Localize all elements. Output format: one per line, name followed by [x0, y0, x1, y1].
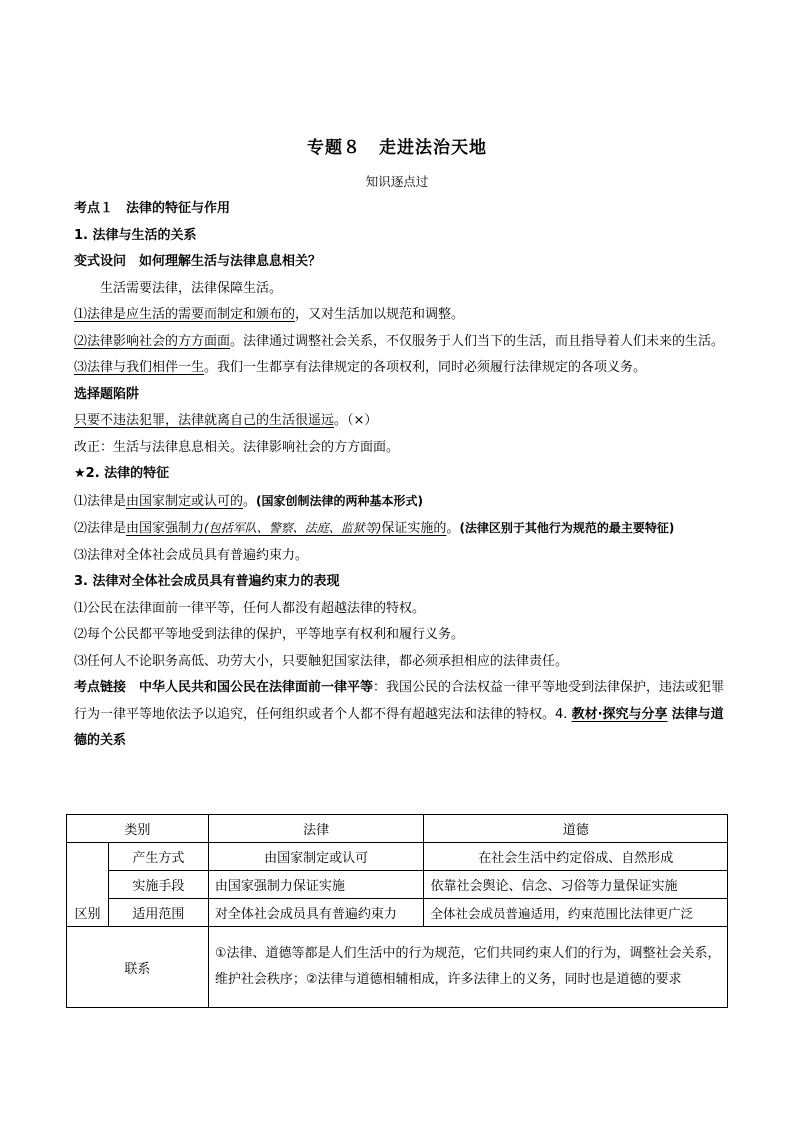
table-row-moral: 依靠社会舆论、信念、习俗等力量保证实施 — [424, 871, 728, 899]
variant-question-line — [74, 249, 730, 276]
table-row-name: 实施手段 — [108, 871, 208, 899]
section1-point3 — [74, 355, 730, 382]
page-subtitle: 知识逐点过 — [365, 174, 429, 189]
section2-point2 — [74, 515, 730, 543]
section2-point2-key1: 由国家强制力 — [126, 521, 205, 536]
variant-label: 变式设问 — [74, 254, 127, 269]
table-head-law: 法律 — [208, 815, 424, 843]
kp1-heading: 考点１ 法律的特征与作用 — [74, 201, 231, 216]
table-row-law: 对全体社会成员具有普遍约束力 — [208, 899, 424, 927]
section2-heading: ★2. 法律的特征 — [74, 466, 170, 481]
kaodian-link — [74, 675, 730, 755]
table-row-moral: 在社会生活中约定俗成、自然形成 — [424, 843, 728, 871]
section2-point3: ⑶法律对全体社会成员具有普遍约束力。 — [74, 547, 309, 563]
section1-point2-key: ⑵法律影响社会的方方面面 — [74, 333, 231, 349]
section2-point2-a: ⑵法律是 — [74, 521, 127, 536]
table-row-moral: 全体社会成员普遍适用，约束范围比法律更广泛 — [424, 899, 728, 927]
table-row-name: 适用范围 — [108, 899, 208, 927]
table-head-moral: 道德 — [424, 815, 728, 843]
section4-number: 4. — [555, 706, 568, 722]
section2-point1-note: (国家创制法律的两种基本形式) — [256, 493, 424, 508]
section4-title: 法律与道德的关系 — [74, 706, 724, 748]
trap-part-a: 只要不违法犯罪， — [74, 413, 179, 428]
kaodian-link-label: 考点链接 — [74, 680, 127, 695]
section1-point2 — [74, 329, 730, 356]
section2-point1-key: 由国家制定或认可的 — [126, 493, 244, 509]
table-row-law: 由国家制定或认可 — [208, 843, 424, 871]
page-title: 专题８ 走进法治天地 — [307, 138, 487, 158]
section2-point1-b: 。 — [243, 493, 257, 509]
section3-point1: ⑴公民在法律面前一律平等，任何人都没有超越法律的特权。 — [74, 600, 426, 616]
trap-part-b: 法律就离自己的生活很遥远 — [178, 413, 335, 428]
table-link-text: ①法律、道德等都是人们生活中的行为规范，它们共同约束人们的行为，调整社会关系，维护社会秩序；②法律与道德相辅相成，许多法律上的义务，同时也是道德的要求 — [208, 927, 727, 1008]
section1-point1-rest: ，又对生活加以规范和调整。 — [295, 307, 465, 322]
section2-point2-key2: 保证实施的 — [381, 521, 447, 536]
table-link-row — [67, 927, 728, 1008]
document-body — [74, 196, 730, 755]
table-row-law: 由国家强制力保证实施 — [208, 871, 424, 899]
law-moral-table — [66, 814, 728, 1008]
section2-point2-paren: (包括军队、警察、法庭、监狱等) — [204, 521, 382, 535]
table-row — [67, 843, 728, 871]
section1-point1-key: ⑴法律是应生活的需要而制定和颁布的 — [74, 307, 296, 322]
trap-verdict: 。（×） — [334, 413, 378, 428]
section1-point3-key: ⑶法律与我们相伴一生 — [74, 360, 205, 375]
kaodian-link-text: ：我国公民的合法权益一律平等地受到法律保护，违法或犯罪行为一律平等地依法予以追究，任何组织或者个人都不得有超越宪法和法律的特权。 — [74, 680, 725, 722]
section1-heading: 1. 法律与生活的关系 — [74, 227, 197, 243]
section1-intro: 生活需要法律，法律保障生活。 — [100, 280, 283, 296]
section4-textbook-tag: 教材·探究与分享 — [571, 706, 668, 722]
section2-point1 — [74, 488, 730, 516]
section2-point2-note: (法律区别于其他行为规范的最主要特征) — [459, 521, 675, 535]
variant-question: 如何理解生活与法律息息相关？ — [139, 254, 322, 269]
section2-point2-b: 。 — [446, 521, 460, 536]
kaodian-link-bold: 中华人民共和国公民在法律面前一律平等 — [139, 680, 374, 695]
section3-point2: ⑵每个公民都平等地受到法律的保护，平等地享有权利和履行义务。 — [74, 627, 465, 642]
trap-label: 选择题陷阱 — [74, 386, 140, 402]
section1-point2-rest: 。法律通过调整社会关系，不仅服务于人们当下的生活，而且指导着人们未来的生活。 — [230, 333, 725, 349]
table-row-name: 产生方式 — [108, 843, 208, 871]
section1-point1 — [74, 302, 730, 329]
table-diff-label: 区别 — [67, 843, 109, 927]
table-head-category: 类别 — [67, 815, 209, 843]
trap-correction: 改正：生活与法律息息相关。法律影响社会的方方面面。 — [74, 439, 400, 455]
section3-heading: 3. 法律对全体社会成员具有普遍约束力的表现 — [74, 574, 340, 589]
table-link-label: 联系 — [67, 927, 209, 1008]
trap-statement — [74, 408, 730, 435]
section1-point3-rest: 。我们一生都享有法律规定的各项权利，同时必须履行法律规定的各项义务。 — [204, 360, 647, 375]
section2-point1-a: ⑴法律是 — [74, 493, 127, 509]
table-row — [67, 899, 728, 927]
section3-point3: ⑶任何人不论职务高低、功劳大小，只要触犯国家法律，都必须承担相应的法律责任。 — [74, 653, 569, 669]
table-header-row — [67, 815, 728, 843]
table-row — [67, 871, 728, 899]
